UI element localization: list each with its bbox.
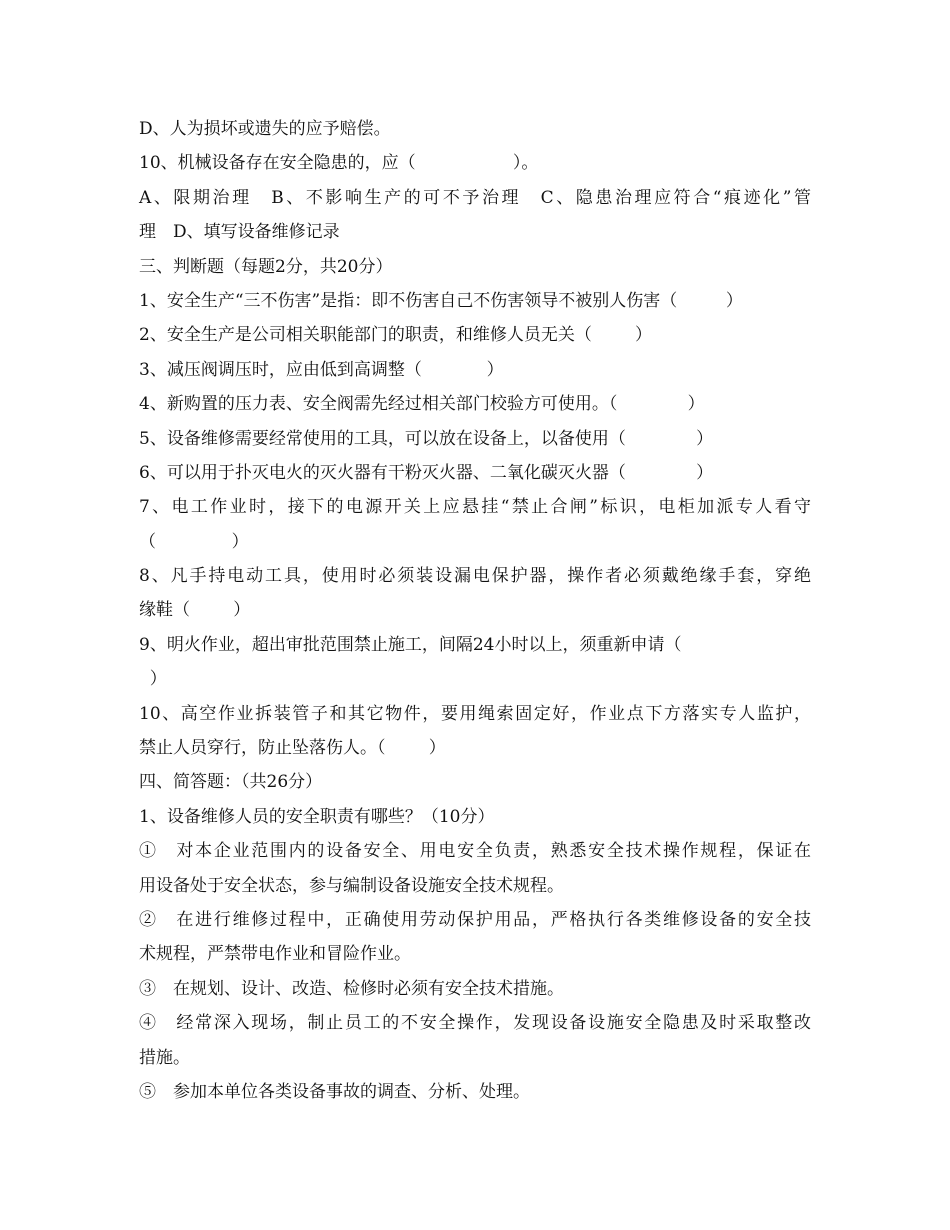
question-line: 10、高空作业拆装管子和其它物件，要用绳索固定好，作业点下方落实专人监护， [139, 703, 811, 724]
question-line: 1、安全生产“三不伤害”是指：即不伤害自己不伤害领导不被别人伤害（ ） [139, 290, 743, 311]
question-line: 禁止人员穿行，防止坠落伤人。（ ） [139, 738, 446, 759]
question-line: 6、可以用于扑灭电火的灭火器有干粉灭火器、二氧化碳灭火器（ ） [139, 462, 714, 483]
question-line: 10、机械设备存在安全隐患的，应（ ）。 [139, 153, 539, 174]
answer-line: ③ 在规划、设计、改造、检修时必须有安全技术措施。 [139, 978, 564, 999]
question-line: 5、设备维修需要经常使用的工具，可以放在设备上，以备使用（ ） [139, 428, 714, 449]
answer-line: ⑤ 参加本单位各类设备事故的调查、分析、处理。 [139, 1081, 530, 1102]
answer-line: 措施。 [139, 1047, 190, 1068]
answer-line: ④ 经常深入现场，制止员工的不安全操作，发现设备设施安全隐患及时采取整改 [139, 1013, 811, 1034]
document-body [139, 112, 811, 1109]
question-line: 4、新购置的压力表、安全阀需先经过相关部门校验方可使用。（ ） [139, 394, 705, 415]
answer-line: ① 对本企业范围内的设备安全、用电安全负责，熟悉安全技术操作规程，保证在 [139, 841, 811, 862]
question-line: 2、安全生产是公司相关职能部门的职责，和维修人员无关（ ） [139, 325, 653, 346]
question-line: 3、减压阀调压时，应由低到高调整（ ） [139, 359, 504, 380]
options-line: 理 D、填写设备维修记录 [139, 222, 340, 243]
answer-line: ② 在进行维修过程中，正确使用劳动保护用品，严格执行各类维修设备的安全技 [139, 909, 811, 930]
question-line: 7、电工作业时，接下的电源开关上应悬挂“禁止合闸”标识，电柜加派专人看守 [139, 497, 811, 518]
question-line: 1、设备维修人员的安全职责有哪些？（10分） [139, 806, 495, 827]
question-line: 8、凡手持电动工具，使用时必须装设漏电保护器，操作者必须戴绝缘手套，穿绝 [139, 566, 811, 587]
answer-line: 术规程，严禁带电作业和冒险作业。 [139, 944, 411, 965]
question-line: （ ） [139, 531, 249, 552]
question-line: 9、明火作业，超出审批范围禁止施工，间隔24小时以上，须重新申请（ [139, 634, 682, 655]
question-line: 缘鞋（ ） [139, 600, 251, 621]
text-line: D、人为损坏或遗失的应予赔偿。 [139, 119, 391, 139]
section-heading: 三、判断题（每题2分，共20分） [139, 256, 393, 277]
question-line: ） [139, 669, 167, 690]
options-line: A、限期治理 B、不影响生产的可不予治理 C、隐患治理应符合“痕迹化”管 [139, 187, 811, 208]
answer-line: 用设备处于安全状态，参与编制设备设施安全技术规程。 [139, 875, 564, 896]
section-heading: 四、简答题：（共26分） [139, 772, 323, 793]
